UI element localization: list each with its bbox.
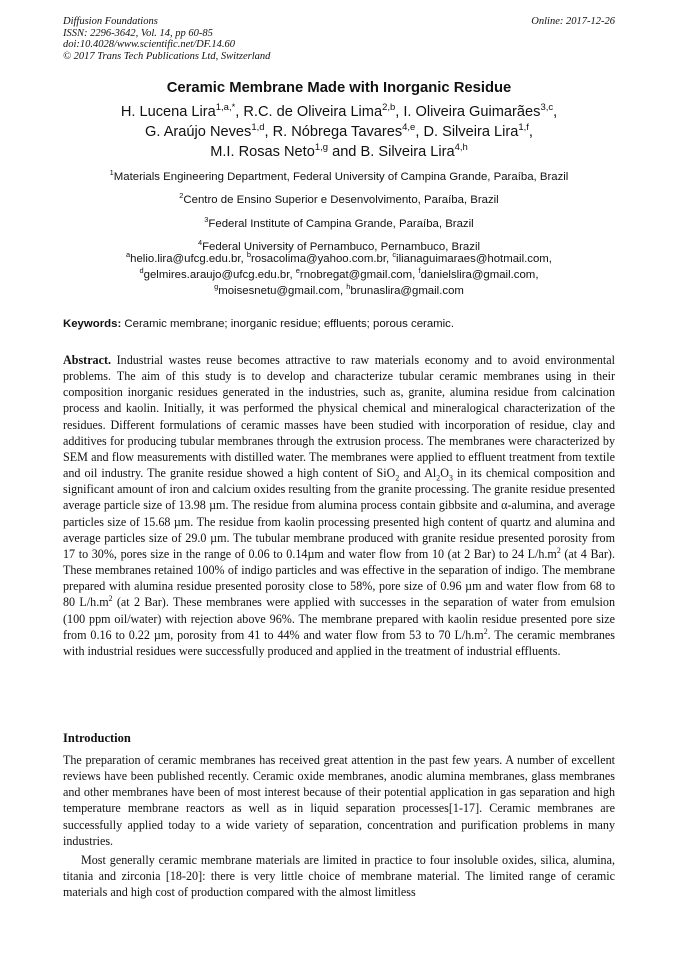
- email[interactable]: $^b$rosacolima@yahoo.com.br: [246, 250, 386, 265]
- keywords: [63, 318, 615, 330]
- abstract-label: Abstract.: [63, 353, 112, 367]
- email[interactable]: $^g$moisesnetu@gmail.com: [214, 281, 340, 297]
- keywords-label: Keywords:: [63, 318, 122, 330]
- author: R. Nóbrega Tavares$^{4,e}$: [272, 122, 416, 140]
- affiliation: $^4$Federal University of Pernambuco, Pernambuco, Brazil: [197, 238, 481, 253]
- author-list: H. Lucena Lira$^{1,a,*}$, R.C. de Oliveira Lima$^{2,b}$, I. Oliveira Guimarães$^{3,c}$, G. Araújo Neves$^{1,d}$, R. Nóbrega Tavares$^{4,e}$, D. Silveira Lira$^{1,f}$, M.I. Rosas Neto$^{1,g}$ and B. Silveira Lira$^{4,h}$: [120, 102, 558, 160]
- email[interactable]: $^h$brunaslira@gmail.com: [346, 281, 464, 297]
- intro-paragraph-2: Most generally ceramic membrane materials are limited in practice to four insoluble oxides, silica, alumina, titania and zirconia [18-20]: there is very little choice of membrane material. The limited range of ceramic materials and high cost of production compared with the almost limitless: [63, 853, 615, 900]
- online-date: Online: 2017-12-26: [531, 16, 615, 27]
- affiliation: $^2$Centro de Ensino Superior e Desenvolvimento, Paraíba, Brazil: [179, 191, 499, 207]
- author: B. Silveira Lira$^{4,h}$: [360, 142, 468, 160]
- email[interactable]: $^d$gelmires.araujo@ufcg.edu.br: [139, 266, 290, 281]
- email[interactable]: $^c$ilianaguimaraes@hotmail.com: [392, 250, 549, 265]
- copyright-line: © 2017 Trans Tech Publications Ltd, Switzerland: [63, 50, 271, 62]
- issn-line: ISSN: 2296-3642, Vol. 14, pp 60-85: [63, 27, 213, 39]
- journal-name: Diffusion Foundations: [63, 16, 158, 27]
- affiliations: [40, 166, 638, 259]
- affiliation: $^1$Materials Engineering Department, Federal University of Campina Grande, Paraíba, Brazil: [109, 168, 569, 183]
- author: R.C. de Oliveira Lima$^{2,b}$: [243, 102, 396, 120]
- paper-title: Ceramic Membrane Made with Inorganic Residue: [166, 80, 512, 96]
- email-list: $^a$helio.lira@ufcg.edu.br, $^b$rosacolima@yahoo.com.br, $^c$ilianaguimaraes@hotmail.com, $^d$gelmires.araujo@ufcg.edu.br, $^e$rnobregat@gmail.com, $^f$danielslira@gmail.com, $^g$moisesnetu@gmail.com, $^h$brunaslira@gmail.com: [126, 250, 552, 297]
- email[interactable]: $^f$danielslira@gmail.com: [418, 266, 536, 281]
- author: G. Araújo Neves$^{1,d}$: [145, 122, 265, 140]
- email[interactable]: $^e$rnobregat@gmail.com: [295, 266, 413, 281]
- author: H. Lucena Lira$^{1,a,*}$: [120, 102, 236, 120]
- authors-and: and: [332, 144, 357, 160]
- author: D. Silveira Lira$^{1,f}$: [423, 122, 529, 140]
- author: M.I. Rosas Neto$^{1,g}$: [210, 142, 329, 160]
- section-heading-introduction: Introduction: [63, 731, 131, 745]
- email[interactable]: $^a$helio.lira@ufcg.edu.br: [126, 250, 241, 265]
- journal-header: [63, 16, 270, 62]
- doi-line[interactable]: doi:10.4028/www.scientific.net/DF.14.60: [63, 39, 235, 51]
- keywords-text: Ceramic membrane; inorganic residue; effluents; porous ceramic.: [124, 318, 455, 330]
- author: I. Oliveira Guimarães$^{3,c}$: [403, 102, 554, 120]
- intro-paragraph-1: The preparation of ceramic membranes has received great attention in the past few years. A number of excellent reviews have been published recently. Ceramic oxide membranes, anodic alumina membranes, glass membranes and other membranes have been of most interest because of their potential application in gas separation and high temperature membrane reactors as well as in liquid separation processes[1-17]. Ceramic membranes are successfully applied today to a wide variety of separation, concentration and purification problems in many industries.: [63, 753, 615, 848]
- abstract: Abstract. Industrial wastes reuse becomes attractive to raw materials economy and to avoid environmental problems. The aim of this study is to develop and characterize tubular ceramic membranes using in their composition inorganic residues generated in the industries, such as, granite, alumina residue from calcination process and kaolin. Initially, it was performed the physical chemical and mineralogical characterization of the residues. Different formulations of ceramic masses have been studied with incorporation of residue, clay and additives for producing tubular membranes through the extrusion process. The membranes were characterized by SEM and flow measurements with distilled water. The membranes were applied to effluent treatment from textile and oil industry. The granite residue showed a high content of SiO$_2$ and $Al_2O_3$ in its chemical composition and significant amount of iron and calcium oxides resulting from the granite processing. The granite residue presented average particle size of 13.98 µm. The residue from alumina process contain gibbsite and α-alumina, and average particles size of 15.68 µm. The residue from kaolin processing presented high content of quartz and alumina and average particles size of 29.0 µm. The tubular membrane produced with granite residue presented porosity from 17 to 30%, pores size in the range of 0.06 to 0.14µm and water flow from 10 (at 2 Bar) to 24 $L/h.m^2$ (at 4 Bar). These membranes retained 100% of indigo particles and was effective in the separation of indigo. The membrane prepared with alumina residue presented porosity close to 58%, pore size of 0.96 µm and water flow from 68 to 80 $L/h.m^2$ (at 2 Bar). These membranes were applied with successes in the separation of water from emulsion (100 ppm oil/water) with rejection above 96%. The membrane prepared with kaolin residue presented pore size from 0.16 to 0.22 µm, porosity from 41 to 44% and water flow from 53 to 70 $L/h.m^2$. The ceramic membranes with industrial residues were successfully produced and applied in the treatment of industrial effluents.: [63, 353, 616, 658]
- affiliation: $^3$Federal Institute of Campina Grande, Paraíba, Brazil: [204, 214, 474, 230]
